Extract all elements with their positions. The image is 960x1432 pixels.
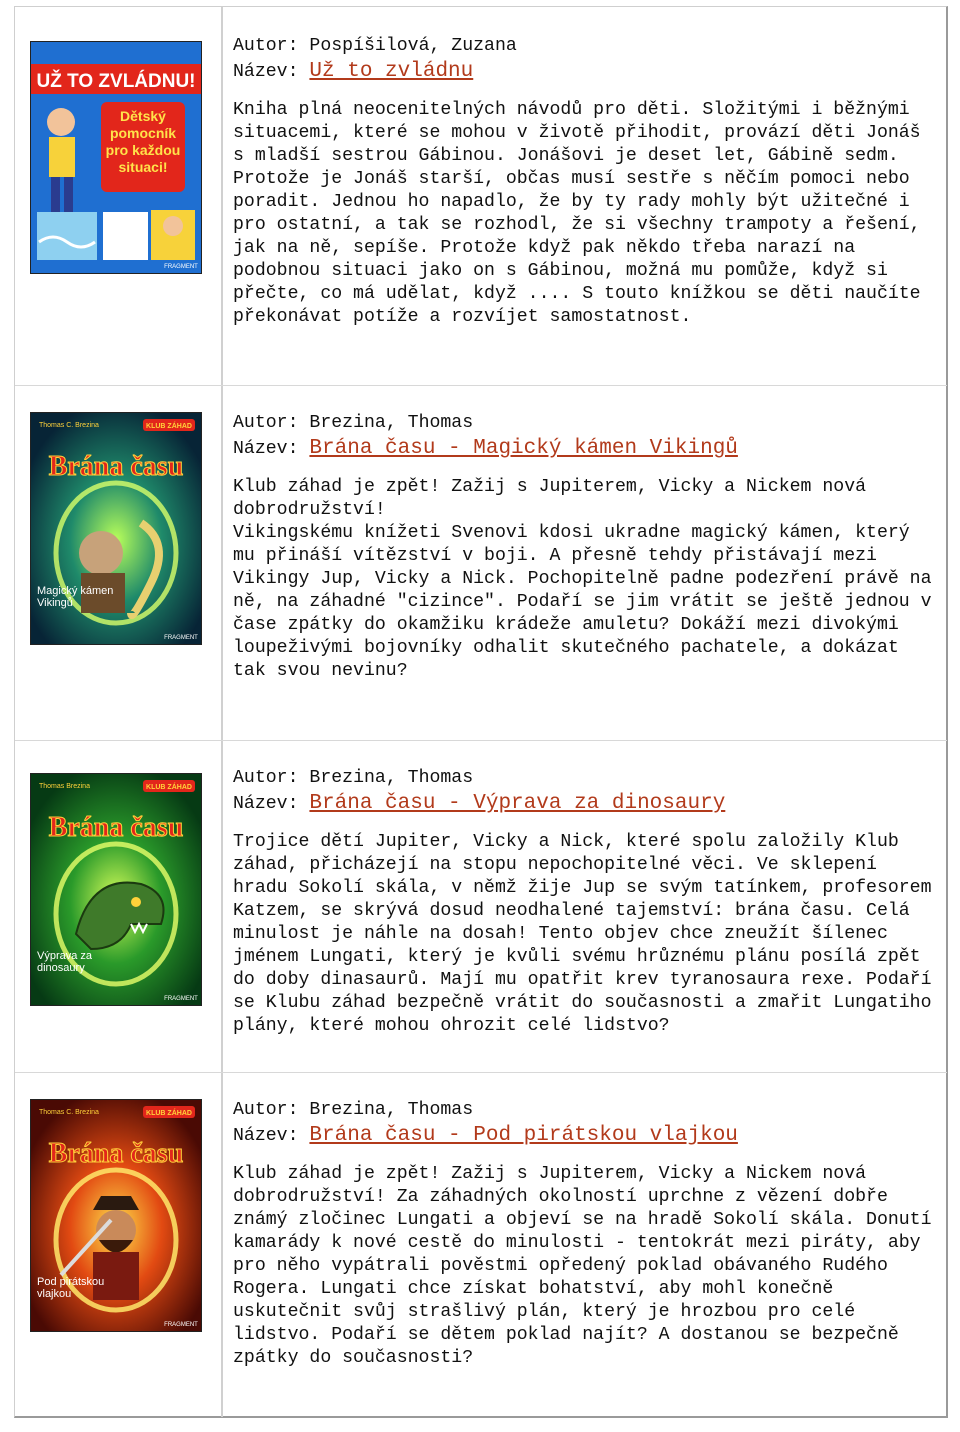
book-title-link[interactable]: Brána času - Pod pirátskou vlajkou	[309, 1124, 738, 1147]
publisher-logo: FRAGMENT	[164, 996, 198, 1002]
cover-badge: KLUB ZÁHAD	[146, 784, 192, 791]
cover-art	[31, 1100, 201, 1331]
book-title-link[interactable]: Brána času - Magický kámen Vikingů	[309, 437, 738, 460]
title-row	[233, 60, 937, 85]
book-cover[interactable]	[30, 1099, 202, 1332]
book-description	[233, 1163, 937, 1370]
cover-subtitle: Dětský pomocník pro každou situaci!	[105, 108, 181, 175]
title-row	[233, 1124, 937, 1149]
author-row	[233, 767, 937, 792]
author-row	[233, 412, 937, 437]
book-info	[233, 741, 937, 1072]
book-meta	[233, 412, 937, 462]
cover-subtitle: Výprava za dinosaury	[37, 950, 93, 974]
book-entry	[15, 740, 947, 1072]
cover-cell	[15, 7, 223, 385]
book-list-page	[14, 6, 948, 1418]
publisher-logo: FRAGMENT	[164, 264, 198, 270]
cover-author: Thomas C. Brezina	[39, 422, 99, 429]
title-row	[233, 792, 937, 817]
author-name: Pospíšilová, Zuzana	[309, 36, 517, 56]
book-cover[interactable]	[30, 412, 202, 645]
book-info	[233, 7, 937, 385]
title-label: Název:	[233, 62, 299, 82]
book-description	[233, 476, 937, 683]
cover-title: Brána času	[48, 451, 184, 482]
author-label: Autor:	[233, 36, 299, 56]
cover-author: Thomas Brezina	[39, 783, 90, 790]
author-row	[233, 35, 937, 60]
title-label: Název:	[233, 1126, 299, 1146]
book-title-link[interactable]: Brána času - Výprava za dinosaury	[309, 792, 726, 815]
cover-cell	[15, 386, 223, 740]
book-meta	[233, 767, 937, 817]
title-label: Název:	[233, 439, 299, 459]
cover-title: Brána času	[48, 812, 184, 843]
book-description	[233, 831, 937, 1038]
book-meta	[233, 1099, 937, 1149]
book-info	[233, 386, 937, 740]
cover-cell	[15, 741, 223, 1072]
cover-title: Brána času	[48, 1138, 184, 1169]
cover-art	[31, 774, 201, 1005]
book-title-link[interactable]: Už to zvládnu	[309, 60, 474, 83]
author-name: Brezina, Thomas	[309, 768, 474, 788]
cover-author: Thomas C. Brezina	[39, 1109, 99, 1116]
author-label: Autor:	[233, 1100, 299, 1120]
book-entry	[15, 1072, 947, 1417]
book-info	[233, 1073, 937, 1417]
author-name: Brezina, Thomas	[309, 413, 474, 433]
description-paragraph: Klub záhad je zpět! Zažij s Jupiterem, Vicky a Nickem nová dobrodružství! Za záhadných okolností uprchne z vězení dobře známý zločinec Lungati a objeví se na hradě Sokolí skála. Donutí kamarády k nové cestě do minulosti - tentokrát mezi piráty, aby pro něho vypátrali pověstmi opředený poklad obávaného Rudého Rogera. Lungati chce získat bohatství, aby mohl konečně uskutečnit svůj strašlivý plán, který je hrozbou pro celé lidstvo. Podaří se dětem poklad najít? A dostanou se bezpečně zpátky do současnosti?	[233, 1164, 932, 1368]
cover-badge: KLUB ZÁHAD	[146, 423, 192, 430]
author-label: Autor:	[233, 768, 299, 788]
description-paragraph: Vikingskému knížeti Svenovi kdosi ukradne magický kámen, který mu přináší vítězství v boji. A přesně tehdy přistávají mezi Vikingy Jup, Vicky a Nick. Pochopitelně padne podezření právě na ně, na záhadné "cizince". Podaří se jim vrátit se ještě jednou v čase zpátky do okamžiku krádeže amuletu? Dokáží mezi divokými loupeživými bojovníky odhalit skutečného pachatele, a dokázat tak svou nevinu?	[233, 523, 932, 681]
title-row	[233, 437, 937, 462]
book-meta	[233, 35, 937, 85]
description-paragraph: Kniha plná neocenitelných návodů pro děti. Složitými i běžnými situacemi, které se mohou v životě přihodit, provází děti Jonáš s mladší sestrou Gábinou. Jonášovi je deset let, Gábině sedm. Protože je Jonáš starší, občas musí sestře s něčím pomoci nebo poradit. Jednou ho napadlo, že by ty rady mohly být užitečné i pro ostatní, a tak se rozhodl, že si všechny trampoty a řešení, jak na ně, sepíše. Protože když pak někdo třeba narazí na podobnou situaci jako on s Gábinou, možná mu pomůže, když si přečte, co má udělat, když .... S touto knížkou se děti naučíte překonávat potíže a rozvíjet samostatnost.	[233, 100, 921, 327]
cover-art	[31, 42, 201, 273]
publisher-logo: FRAGMENT	[164, 635, 198, 641]
book-description	[233, 99, 937, 329]
book-entry	[15, 385, 947, 740]
author-name: Brezina, Thomas	[309, 1100, 474, 1120]
cover-art	[31, 413, 201, 644]
cover-subtitle: Magický kámen Vikingů	[37, 585, 114, 609]
cover-badge: KLUB ZÁHAD	[146, 1110, 192, 1117]
author-label: Autor:	[233, 413, 299, 433]
description-paragraph: Klub záhad je zpět! Zažij s Jupiterem, Vicky a Nickem nová dobrodružství!	[233, 477, 867, 520]
cover-cell	[15, 1073, 223, 1417]
cover-title: UŽ TO ZVLÁDNU!	[36, 71, 196, 92]
cover-subtitle: Pod pirátskou vlajkou	[37, 1276, 105, 1300]
description-paragraph: Trojice dětí Jupiter, Vicky a Nick, které spolu založily Klub záhad, přicházejí na stopu nepochopitelné věci. Ve sklepení hradu Sokolí skála, v němž žije Jup se svým tatínkem, profesorem Katzem, se skrývá dosud neodhalené tajemství: brána času. Celá minulost je náhle na dosah! Tento objev chce zneužít šílenec jménem Lungati, který je kvůli svému hrůznému plánu posílá zpět do doby dinasaurů. Mají mu opatřit krev tyranosaura rexe. Podaří se Klubu záhad bezpečně vrátit do současnosti a zmařit Lungatiho plány, které mohou ohrozit celé lidstvo?	[233, 832, 932, 1036]
book-entry	[15, 7, 947, 385]
book-cover[interactable]	[30, 773, 202, 1006]
author-row	[233, 1099, 937, 1124]
book-cover[interactable]	[30, 41, 202, 274]
publisher-logo: FRAGMENT	[164, 1322, 198, 1328]
title-label: Název:	[233, 794, 299, 814]
